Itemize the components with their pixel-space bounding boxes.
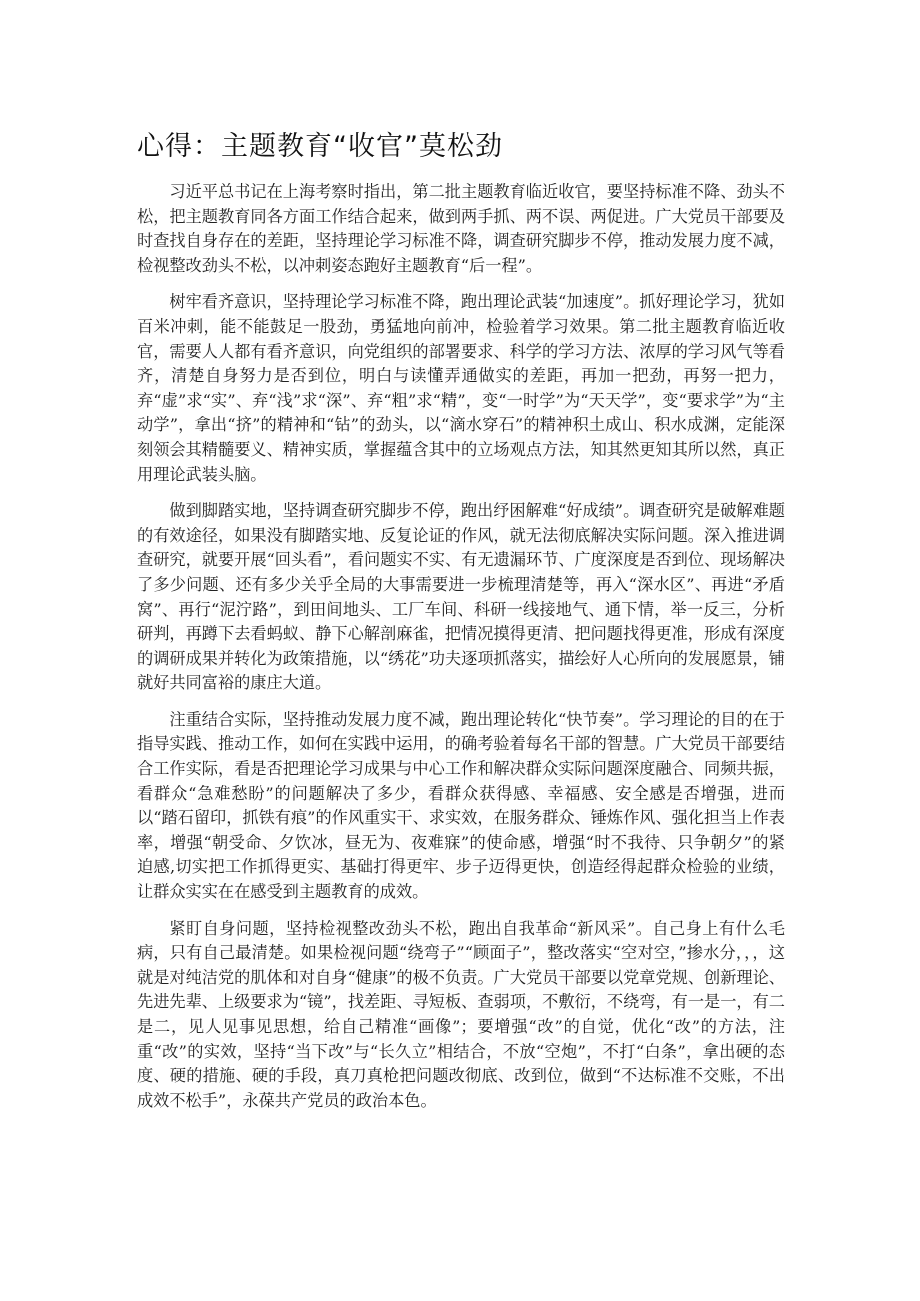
paragraph-theory-study: 树牢看齐意识，坚持理论学习标准不降，跑出理论武装“加速度”。抓好理论学习，犹如百米冲刺，能不能鼓足一股劲，勇猛地向前冲，检验着学习效果。第二批主题教育临近收官，需要人人都有看齐意识，向党组织的部署要求、科学的学习方法、浓厚的学习风气等看齐，清楚自身努力是否到位，明白与读懂弄通做实的差距，再加一把劲，再努一把力，弃“虚”求“实”、弃“浅”求“深”、弃“粗”求“精”，变“一时学”为“天天学”，变“要求学”为“主动学”，拿出“挤”的精神和“钻”的劲头，以“滴水穿石”的精神积土成山、积水成渊，定能深刻领会其精髓要义、精神实质，掌握蕴含其中的立场观点方法，知其然更知其所以然，真正用理论武装头脑。 (137, 292, 785, 484)
document-title: 心得：主题教育“收官”莫松劲 (137, 131, 503, 162)
paragraph-investigation: 做到脚踏实地，坚持调查研究脚步不停，跑出纾困解难“好成绩”。调查研究是破解难题的有效途径，如果没有脚踏实地、反复论证的作风，就无法彻底解决实际问题。深入推进调查研究，就要开展“回头看”，看问题实不实、有无遗漏环节、广度深度是否到位、现场解决了多少问题、还有多少关乎全局的大事需要进一步梳理清楚等，再入“深水区”、再进“矛盾窝”、再行“泥泞路”，到田间地头、工厂车间、科研一线接地气、通下情，举一反三，分析研判，再蹲下去看蚂蚁、静下心解剖麻雀，把情况摸得更清、把问题找得更准，形成有深度的调研成果并转化为政策措施，以“绣花”功夫逐项抓落实，描绘好人心所向的发展愿景，铺就好共同富裕的康庄大道。 (137, 501, 785, 693)
paragraph-intro: 习近平总书记在上海考察时指出，第二批主题教育临近收官，要坚持标准不降、劲头不松，把主题教育同各方面工作结合起来，做到两手抓、两不误、两促进。广大党员干部要及时查找自身存在的差距，坚持理论学习标准不降，调查研究脚步不停，推动发展力度不减，检视整改劲头不松，以冲刺姿态跑好主题教育“后一程”。 (137, 182, 785, 275)
paragraph-self-rectification: 紧盯自身问题，坚持检视整改劲头不松，跑出自我革命“新风采”。自己身上有什么毛病，只有自己最清楚。如果检视问题“绕弯子”“顾面子”，整改落实“空对空，”掺水分，，，这就是对纯洁党的肌体和对自身“健康”的极不负责。广大党员干部要以党章党规、创新理论、先进先辈、上级要求为“镜”，找差距、寻短板、查弱项，不敷衍，不绕弯，有一是一，有二是二，见人见事见思想，给自己精准“画像”；要增强“改”的自觉，优化“改”的方法，注重“改”的实效，坚持“当下改”与“长久立”相结合，不放“空炮”，不打“白条”，拿出硬的态度、硬的措施、硬的手段，真刀真枪把问题改彻底、改到位，做到“不达标准不交账，不出成效不松手”，永葆共产党员的政治本色。 (137, 918, 785, 1110)
document-page (137, 128, 785, 1125)
paragraph-practice: 注重结合实际，坚持推动发展力度不减，跑出理论转化“快节奏”。学习理论的目的在于指导实践、推动工作，如何在实践中运用，的确考验着每名干部的智慧。广大党员干部要结合工作实际，看是否把理论学习成果与中心工作和解决群众实际问题深度融合、同频共振，看群众“急难愁盼”的问题解决了多少，看群众获得感、幸福感、安全感是否增强，进而以“踏石留印，抓铁有痕”的作风重实干、求实效，在服务群众、锤炼作风、强化担当上作表率，增强“朝受命、夕饮冰，昼无为、夜难寐”的使命感，增强“时不我待、只争朝夕”的紧迫感,切实把工作抓得更实、基础打得更牢、步子迈得更快，创造经得起群众检验的业绩，让群众实实在在感受到主题教育的成效。 (137, 709, 785, 902)
